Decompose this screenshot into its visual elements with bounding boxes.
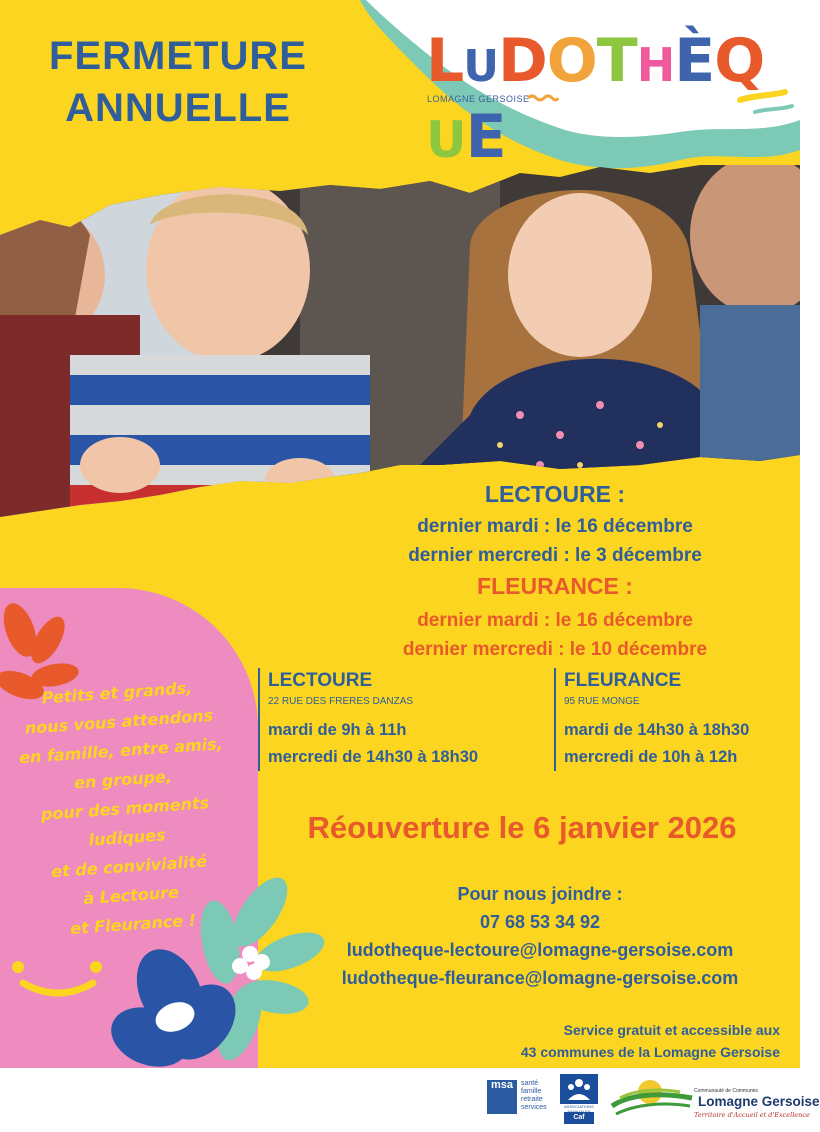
contact-email-fleurance[interactable]: ludotheque-fleurance@lomagne-gersoise.com: [341, 968, 739, 988]
reopening-date: Réouverture le 6 janvier 2026: [307, 810, 737, 845]
lectoure-location-name: LECTOURE: [268, 670, 373, 691]
lectoure-location: [258, 668, 538, 771]
msa-word: famille: [521, 1088, 542, 1095]
title-line-1: FERMETURE: [49, 34, 307, 78]
logo-letter: T: [596, 26, 637, 96]
logo-letter: Q: [714, 26, 765, 96]
invitation-line: en famille, entre amis,: [18, 734, 224, 768]
fleurance-location: [554, 668, 792, 771]
logo-letter: È: [674, 26, 715, 96]
invitation-line: ludiques: [87, 825, 167, 850]
logo-letter: H: [636, 38, 675, 92]
fleurance-hours-wednesday: mercredi de 10h à 12h: [564, 748, 738, 766]
caf-emblem: [560, 1074, 598, 1104]
lg-tagline: Territoire d'Accueil et d'Excellence: [694, 1111, 810, 1119]
lectoure-hours-wednesday: mercredi de 14h30 à 18h30: [268, 748, 479, 766]
caf-logo: [560, 1074, 598, 1124]
msa-logo: [487, 1080, 549, 1116]
poster-title: [28, 30, 328, 134]
logo-squiggle: [527, 94, 559, 102]
lg-name: Lomagne Gersoise: [698, 1094, 820, 1109]
msa-word: retraite: [521, 1096, 543, 1103]
invitation-line: à Lectoure: [82, 882, 180, 909]
logo-letter: U: [426, 111, 466, 169]
lg-small-text: Communauté de Communes: [694, 1088, 758, 1094]
lectoure-closing-wednesday: dernier mercredi : le 3 décembre: [408, 545, 702, 566]
title-line-2: ANNUELLE: [65, 86, 291, 130]
msa-words: [521, 1080, 547, 1112]
logo-letter: E: [465, 102, 506, 172]
logo-letter: D: [497, 26, 547, 96]
caf-text: ASSOCIATIONS: [564, 1104, 594, 1109]
fleurance-location-name: FLEURANCE: [564, 670, 682, 691]
fleurance-closing-wednesday: dernier mercredi : le 10 décembre: [402, 639, 708, 660]
lectoure-closing-heading: LECTOURE :: [484, 481, 626, 507]
msa-word: santé: [521, 1080, 539, 1087]
invitation-line: et de convivialité: [50, 851, 208, 882]
fleurance-hours-tuesday: mardi de 14h30 à 18h30: [564, 721, 750, 739]
logo-letter: U: [463, 41, 498, 92]
lectoure-address: 22 RUE DES FRERES DANZAS: [268, 696, 414, 707]
fleurance-closing-tuesday: dernier mardi : le 16 décembre: [417, 610, 693, 631]
lomagne-gersoise-logo: [610, 1072, 820, 1124]
service-line-2: 43 communes de la Lomagne Gersoise: [520, 1044, 780, 1060]
lectoure-hours-tuesday: mardi de 9h à 11h: [268, 721, 407, 739]
lectoure-closing-tuesday: dernier mardi : le 16 décembre: [417, 516, 693, 537]
logo-letter: O: [546, 26, 597, 96]
fleurance-hours: [564, 717, 792, 771]
logo-letter: L: [426, 26, 464, 96]
contact-email-lectoure[interactable]: ludotheque-lectoure@lomagne-gersoise.com: [346, 940, 734, 960]
family-icon: [560, 1074, 598, 1104]
fleurance-closing-heading: FLEURANCE :: [477, 573, 633, 599]
contact-heading: Pour nous joindre :: [457, 884, 623, 904]
logo-subtitle: LOMAGNE GERSOISE: [427, 94, 530, 104]
service-line-1: Service gratuit et accessible aux: [563, 1022, 780, 1038]
msa-mark: msa: [487, 1080, 517, 1114]
invitation-line: Petits et grands,: [41, 678, 193, 708]
contact-phone[interactable]: 07 68 53 34 92: [479, 912, 601, 932]
fleurance-address: 95 RUE MONGE: [564, 696, 640, 707]
msa-word: services: [521, 1104, 547, 1111]
lectoure-hours: [268, 717, 538, 771]
invitation-line: pour des moments: [40, 793, 210, 824]
invitation-line: et Fleurance !: [69, 910, 197, 939]
invitation-line: en groupe,: [73, 766, 173, 793]
caf-label: Caf: [564, 1112, 594, 1124]
invitation-line: nous vous attendons: [24, 705, 214, 738]
lomagne-swoosh-icon: [610, 1076, 694, 1120]
